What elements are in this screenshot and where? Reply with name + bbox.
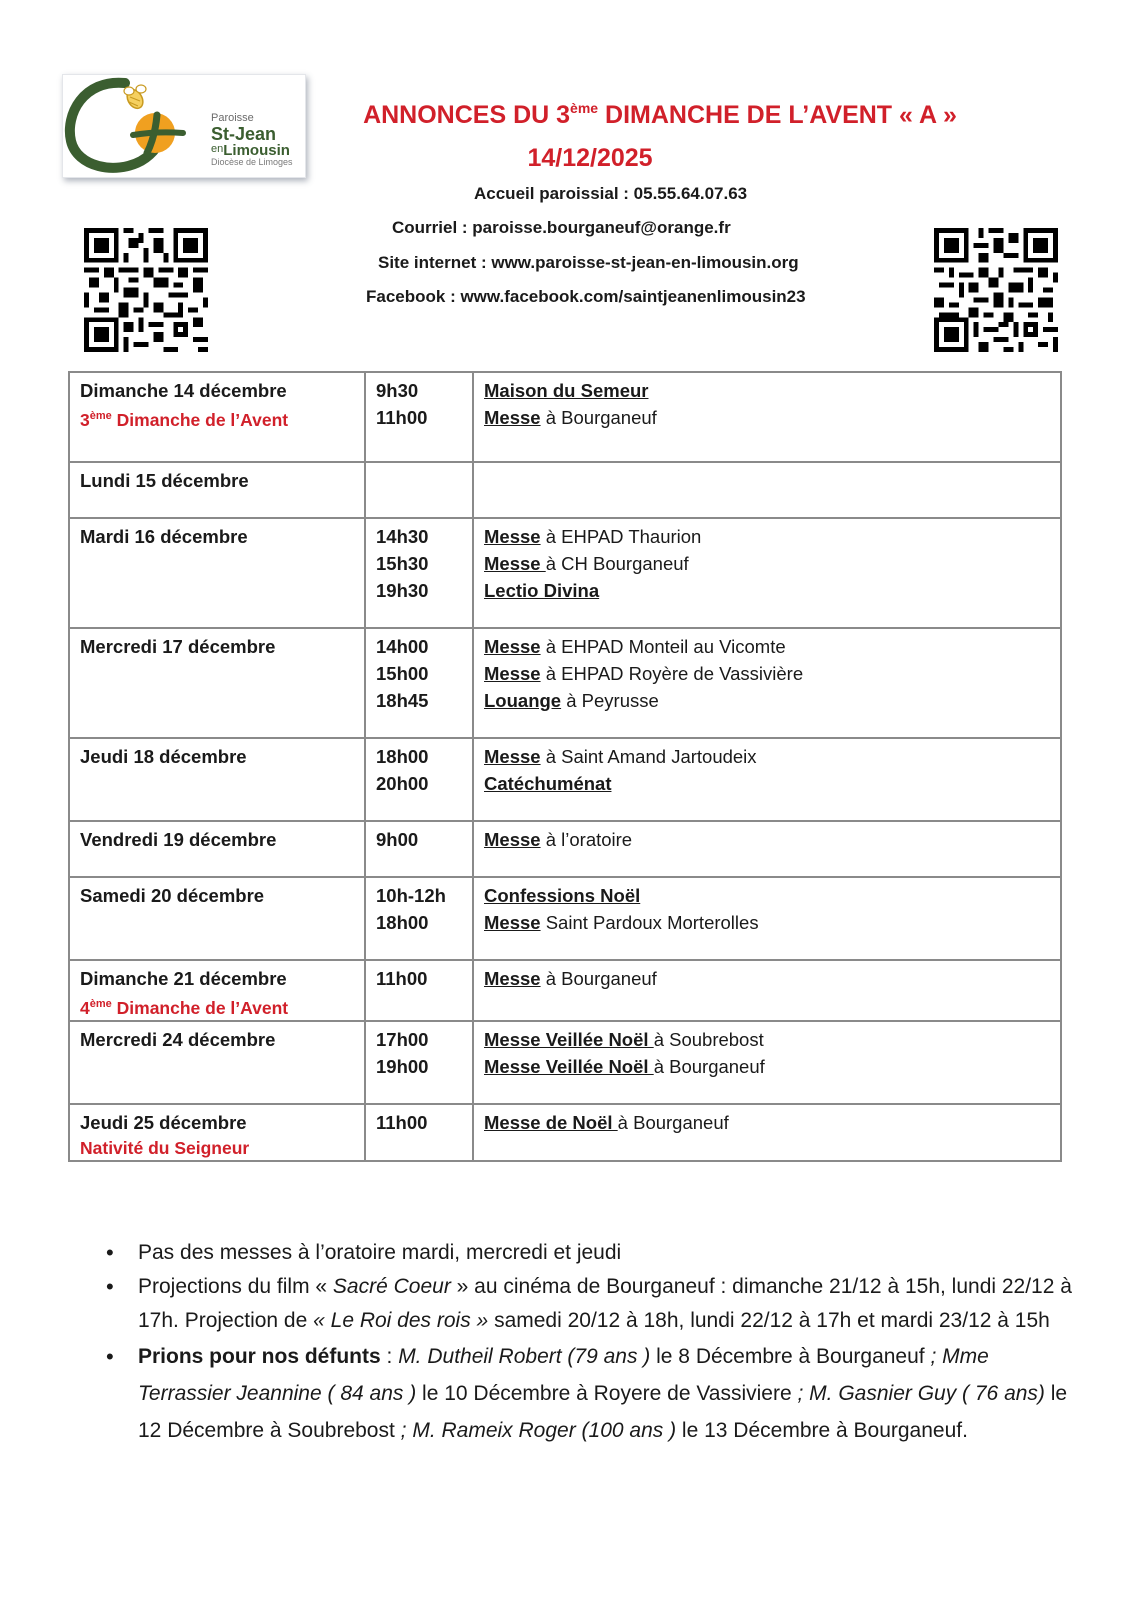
day-cell: Vendredi 19 décembre (69, 821, 365, 877)
table-row (69, 1021, 1061, 1104)
event-cell: Messe à Saint Amand Jartoudeix Catéchuménat (473, 738, 1061, 821)
day-cell: Mercredi 24 décembre (69, 1021, 365, 1104)
table-row (69, 1104, 1061, 1161)
announcement-item: • Projections du film « Sacré Coeur » au cinéma de Bourganeuf : dimanche 21/12 à 15h, lundi 22/12 à 17h. Projection de « Le Roi des rois » samedi 20/12 à 18h, lundi 22/12 à 17h et mardi 23/12 à 15h (106, 1270, 1086, 1338)
time-cell: 11h00 (365, 960, 473, 1021)
time-cell: 10h-12h 18h00 (365, 877, 473, 960)
event-cell: Maison du Semeur Messe à Bourganeuf (473, 372, 1061, 462)
contact-email[interactable]: Courriel : paroisse.bourganeuf@orange.fr (392, 218, 731, 237)
time-cell: 17h00 19h00 (365, 1021, 473, 1104)
announcement-item: • Prions pour nos défunts : M. Dutheil Robert (79 ans ) le 8 Décembre à Bourganeuf ; Mme Terrassier Jeannine ( 84 ans ) le 10 Décembre à Royere de Vassiviere ; M. Gasnier Guy ( 76 ans) le 12 Décembre à Soubrebost ; M. Rameix Roger (100 ans ) le 13 Décembre à Bourganeuf. (106, 1338, 1086, 1449)
time-cell: 11h00 (365, 1104, 473, 1161)
table-row (69, 821, 1061, 877)
table-row (69, 738, 1061, 821)
qr-code-icon-left (84, 228, 208, 352)
day-cell: Dimanche 21 décembre 4ème Dimanche de l’Avent (69, 960, 365, 1021)
event-cell: Messe à EHPAD Monteil au Vicomte Messe à EHPAD Royère de Vassivière Louange à Peyrusse (473, 628, 1061, 738)
logo-line-st-jean: St-Jean (211, 124, 277, 144)
table-row (69, 372, 1061, 462)
contact-website[interactable]: Site internet : www.paroisse-st-jean-en-limousin.org (378, 253, 799, 272)
logo-text (211, 113, 293, 167)
day-cell: Mardi 16 décembre (69, 518, 365, 628)
announcement-item: • Pas des messes à l’oratoire mardi, mercredi et jeudi (106, 1236, 1086, 1270)
schedule-table (68, 371, 1062, 1162)
announcements-list (106, 1236, 1086, 1449)
time-cell: 18h00 20h00 (365, 738, 473, 821)
contact-phone: Accueil paroissial : 05.55.64.07.63 (474, 184, 748, 203)
liturgical-note: 3ème Dimanche de l’Avent (80, 410, 289, 430)
day-cell: Mercredi 17 décembre (69, 628, 365, 738)
table-row (69, 960, 1061, 1021)
table-row (69, 628, 1061, 738)
event-cell: Messe à Bourganeuf (473, 960, 1061, 1021)
logo-line-diocese: Diocèse de Limoges (211, 157, 293, 167)
day-cell: Jeudi 18 décembre (69, 738, 365, 821)
event-cell: Confessions Noël Messe Saint Pardoux Morterolles (473, 877, 1061, 960)
time-cell (365, 462, 473, 518)
page-title: ANNONCES DU 3ème DIMANCHE DE L’AVENT « A » (363, 100, 957, 129)
logo-line-paroisse: Paroisse (211, 112, 254, 124)
contact-facebook[interactable]: Facebook : www.facebook.com/saintjeanenlimousin23 (366, 287, 806, 306)
event-cell: Messe de Noël à Bourganeuf (473, 1104, 1061, 1161)
bee-icon (124, 85, 146, 111)
day-cell: Jeudi 25 décembre Nativité du Seigneur (69, 1104, 365, 1161)
table-row (69, 877, 1061, 960)
table-row (69, 518, 1061, 628)
event-cell: Messe Veillée Noël à Soubrebost Messe Veillée Noël à Bourganeuf (473, 1021, 1061, 1104)
day-cell: Samedi 20 décembre (69, 877, 365, 960)
qr-code-icon-right (934, 228, 1058, 352)
event-cell: Messe à EHPAD Thaurion Messe à CH Bourganeuf Lectio Divina (473, 518, 1061, 628)
event-cell (473, 462, 1061, 518)
day-cell: Dimanche 14 décembre 3ème Dimanche de l’Avent (69, 372, 365, 462)
time-cell: 9h30 11h00 (365, 372, 473, 462)
time-cell: 9h00 (365, 821, 473, 877)
page-date: 14/12/2025 (527, 144, 653, 172)
liturgical-note: 4ème Dimanche de l’Avent (80, 998, 289, 1018)
time-cell: 14h30 15h30 19h30 (365, 518, 473, 628)
event-cell: Messe à l’oratoire (473, 821, 1061, 877)
parish-logo (62, 74, 306, 178)
table-row (69, 462, 1061, 518)
time-cell: 14h00 15h00 18h45 (365, 628, 473, 738)
day-cell: Lundi 15 décembre (69, 462, 365, 518)
liturgical-note: Nativité du Seigneur (80, 1138, 250, 1158)
logo-line-limousin: $^{en}$Limousin (211, 142, 290, 159)
